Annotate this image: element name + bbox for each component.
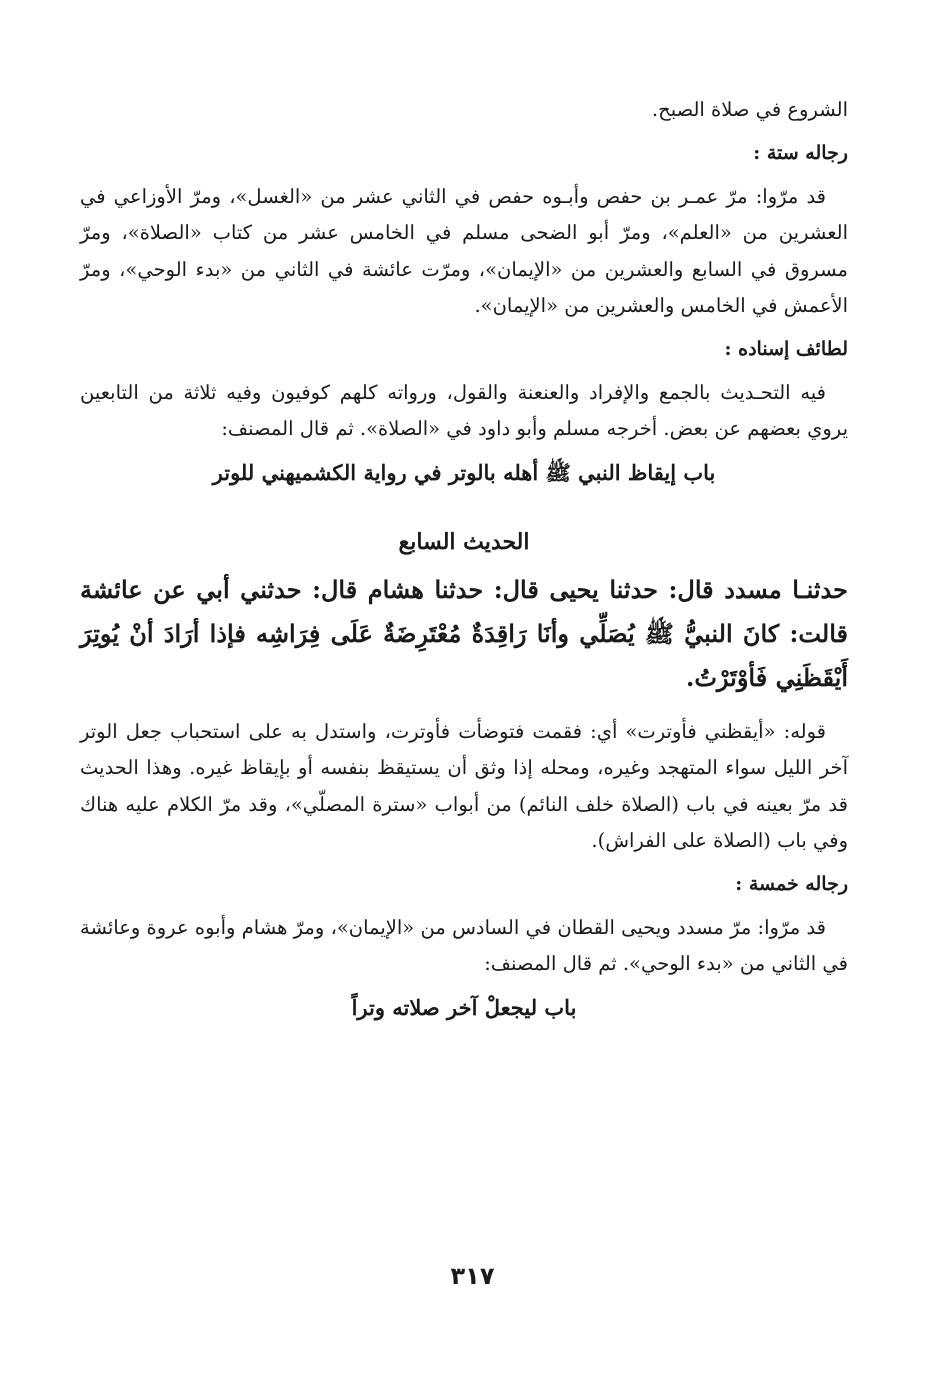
page-number: ٣١٧ — [450, 1262, 495, 1290]
narrators-six-paragraph: قد مرّوا: مرّ عمـر بن حفص وأبـوه حفص في الثاني عشر من «الغسل»، ومرّ الأوزاعي في العشرين من «العلم»، ومرّ أبو الضحى مسلم في الخامس عشر من كتاب «الصلاة»، ومرّ مسروق في السابع والعشرين من «الإيمان»، ومرّت عائشة في الثاني من «بدء الوحي»، ومرّ الأعمش في الخامس والعشرين من «الإيمان». — [80, 184, 848, 317]
commentary-paragraph: قوله: «أيقظني فأوترت» أي: فقمت فتوضأت فأوترت، واستدل به على استحباب جعل الوتر آخر الليل سواء المتهجد وغيره، ومحله إذا وثق أن يستيقظ بنفسه أو بإيقاظ غيره. وهذا الحديث قد مرّ بعينه في باب (الصلاة خلف النائم) من أبواب «سترة المصلّي»، وقد مرّ الكلام عليه هناك وفي باب (الصلاة على الفراش). — [80, 719, 848, 852]
hadith-text: حدثنـا مسدد قال: حدثنا يحيى قال: حدثنا هشام قال: حدثني أبي عن عائشة قالت: كانَ النبيُّ ﷺ يُصَلِّي وأنَا رَاقِدَةٌ مُعْتَرِضَةٌ عَلَى فِرَاشِه فإذا أرَادَ أنْ يُوتِرَ أَيْقَظَنِي فَأوْتَرْتُ. — [80, 574, 848, 692]
isnad-notes-paragraph: فيه التحـديث بالجمع والإفراد والعنعنة والقول، ورواته كلهم كوفيون وفيه ثلاثة من التابعين يروي بعضهم عن بعض. أخرجه مسلم وأبو داود في «الصلاة». ثم قال المصنف: — [80, 380, 848, 440]
chapter-title-waking: باب إيقاظ النبي ﷺ أهله بالوتر في رواية الكشميهني للوتر — [212, 459, 716, 485]
hadith-title: الحديث السابع — [398, 528, 530, 555]
narrators-five-heading: رجاله خمسة : — [735, 872, 848, 895]
intro-line: الشروع في صلاة الصبح. — [651, 98, 848, 121]
chapter-title-witr: باب ليجعلْ آخر صلاته وتراً — [351, 994, 577, 1020]
narrators-six-heading: رجاله ستة : — [753, 141, 848, 164]
page-body — [80, 92, 848, 1027]
narrators-five-paragraph: قد مرّوا: مرّ مسدد ويحيى القطان في السادس من «الإيمان»، ومرّ هشام وأبوه عروة وعائشة في الثاني من «بدء الوحي». ثم قال المصنف: — [80, 915, 848, 975]
isnad-notes-heading: لطائف إسناده : — [724, 337, 848, 360]
